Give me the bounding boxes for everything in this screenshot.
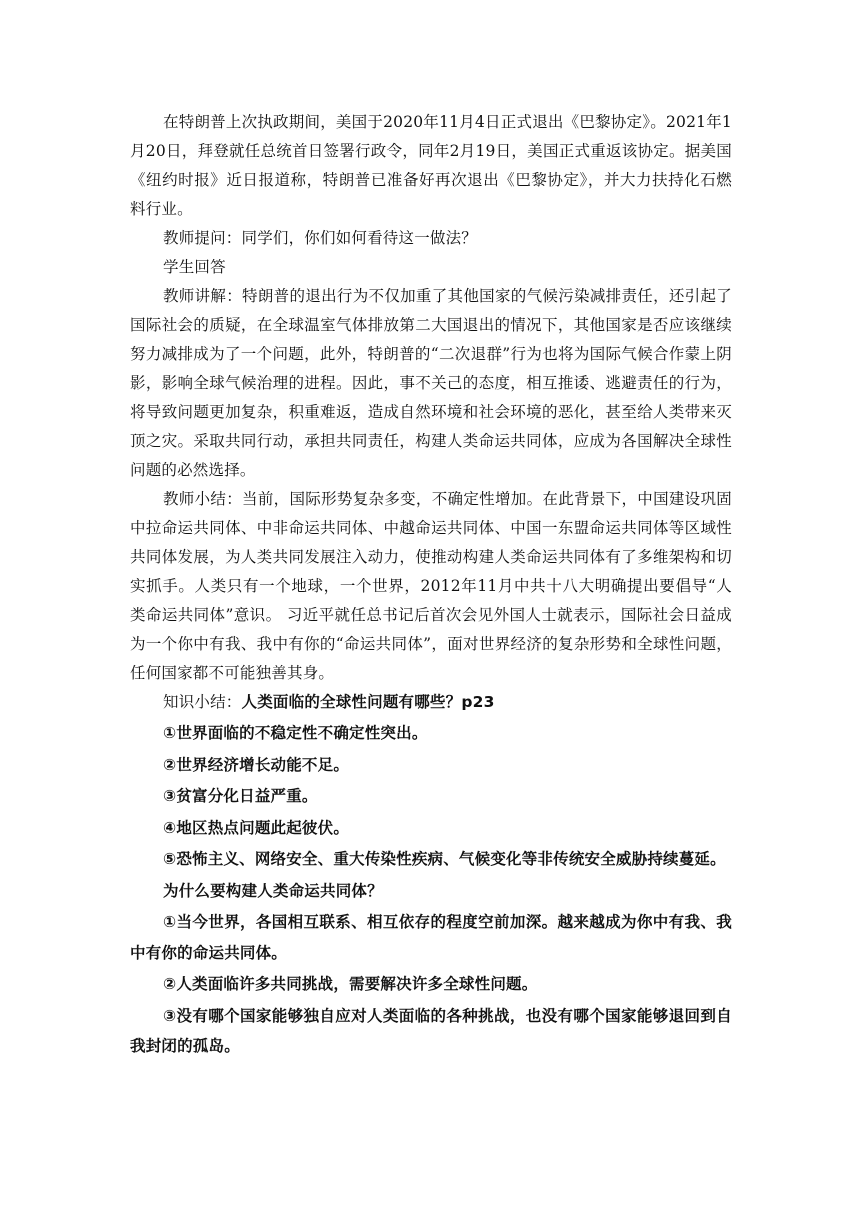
why-community-question: 为什么要构建人类命运共同体？ [163,881,383,900]
why-community-item: ①当今世界，各国相互联系、相互依存的程度空前加深。越来越成为你中有我、我中有你的命运共同体。 [130,913,732,962]
knowledge-summary-heading [130,688,732,717]
document-body [130,108,732,1062]
global-issue-item: ②世界经济增长动能不足。 [163,755,350,774]
why-community-item: ②人类面临许多共同挑战，需要解决许多全球性问题。 [163,975,538,993]
global-issue-item: ③贫富分化日益严重。 [163,787,318,805]
paragraph-student-answer: 学生回答 [163,258,226,276]
paragraph-teacher-question: 教师提问：同学们，你们如何看待这一做法？ [163,229,478,247]
why-community-item: ③没有哪个国家能够独自应对人类面临的各种挑战，也没有哪个国家能够退回到自我封闭的孤岛。 [130,1006,732,1055]
global-issue-item: ⑤恐怖主义、网络安全、重大传染性疾病、气候变化等非传统安全威胁持续蔓延。 [163,850,726,868]
global-issue-item: ④地区热点问题此起彼伏。 [163,818,350,837]
global-issue-item: ①世界面临的不稳定性不确定性突出。 [163,724,428,742]
paragraph-teacher-explanation: 教师讲解：特朗普的退出行为不仅加重了其他国家的气候污染减排责任，还引起了国际社会的质疑，在全球温室气体排放第二大国退出的情况下，其他国家是否应该继续努力减排成为了一个问题，此外，特朗普的“二次退群”行为也将为国际气候合作蒙上阴影，影响全球气候治理的进程。因此，事不关己的态度，相互推诿、逃避责任的行为，将导致问题更加复杂，积重难返，造成自然环境和社会环境的恶化，甚至给人类带来灭顶之灾。采取共同行动，承担共同责任，构建人类命运共同体，应成为各国解决全球性问题的必然选择。 [130,287,732,479]
paragraph-teacher-summary: 教师小结：当前，国际形势复杂多变，不确定性增加。在此背景下，中国建设巩固中拉命运共同体、中非命运共同体、中越命运共同体、中国一东盟命运共同体等区域性共同体发展，为人类共同发展注入动力，使推动构建人类命运共同体有了多维架构和切实抓手。人类只有一个地球，一个世界，2012年11月中共十八大明确提出要倡导“人类命运共同体”意识。 习近平就任总书记后首次会见外国人士就表示，国际社会日益成为一个你中有我、我中有你的“命运共同体”，面对世界经济的复杂形势和全球性问题，任何国家都不可能独善其身。 [130,490,732,682]
knowledge-summary-question: 人类面临的全球性问题有哪些？p23 [241,693,495,711]
paragraph-paris-agreement: 在特朗普上次执政期间，美国于2020年11月4日正式退出《巴黎协定》。2021年1月20日，拜登就任总统首日签署行政令，同年2月19日，美国正式重返该协定。据美国《纽约时报》近日报道称，特朗普已准备好再次退出《巴黎协定》，并大力扶持化石燃料行业。 [130,113,732,218]
knowledge-summary-label: 知识小结： [163,693,242,711]
